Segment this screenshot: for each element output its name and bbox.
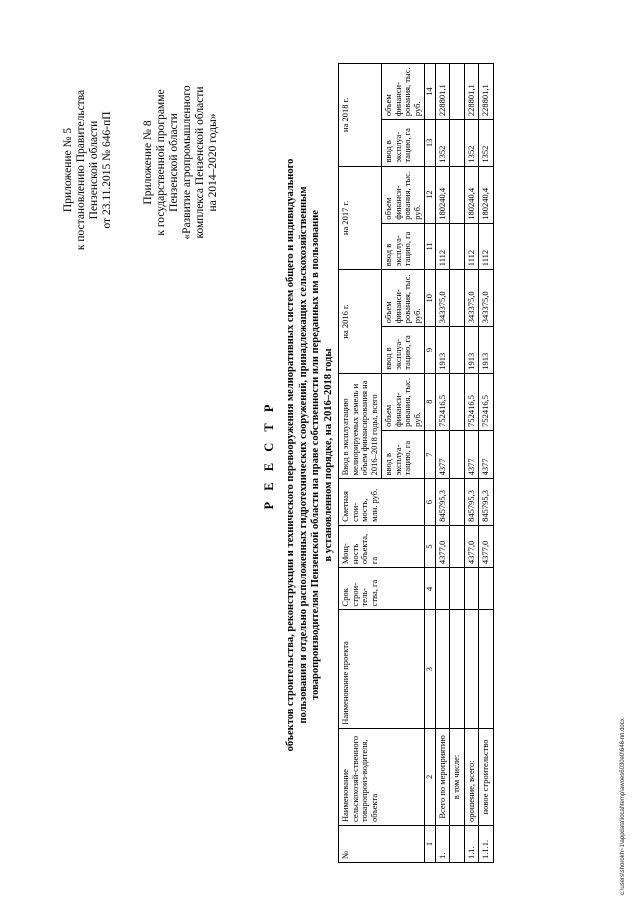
cell-value bbox=[450, 430, 465, 479]
cell-no: 1.1.1. bbox=[479, 826, 494, 863]
cell-project bbox=[479, 610, 494, 728]
cell-name: в том числе: bbox=[450, 728, 465, 825]
cell-value: 1913 bbox=[435, 327, 450, 373]
cell-value bbox=[450, 270, 465, 327]
cell-value: 1352 bbox=[435, 120, 450, 166]
cell-value: 752416,5 bbox=[479, 373, 494, 430]
cell-capacity bbox=[450, 525, 465, 567]
header-row bbox=[339, 64, 382, 863]
cell-project bbox=[450, 610, 465, 728]
cell-value bbox=[450, 223, 465, 269]
subheader-commission: ввод в эксплуа-тацию, га bbox=[382, 430, 425, 479]
cell-value: 343375,0 bbox=[479, 270, 494, 327]
column-number: 3 bbox=[425, 610, 436, 728]
cell-project bbox=[435, 610, 450, 728]
cell-value bbox=[450, 120, 465, 166]
cell-capacity: 4377,0 bbox=[435, 525, 450, 567]
cell-value: 180240,4 bbox=[435, 166, 450, 223]
annex-line: Приложение № 8 bbox=[142, 120, 154, 205]
cell-value: 752416,5 bbox=[435, 373, 450, 430]
column-number: 2 bbox=[425, 728, 436, 825]
cell-value: 180240,4 bbox=[464, 166, 479, 223]
cell-term bbox=[435, 568, 450, 610]
cell-value: 1112 bbox=[479, 223, 494, 269]
document-subtitle-line: пользования и отдельно расположенных гидротехнических сооружений, принадлежащих сельскохозяйственным bbox=[297, 186, 309, 724]
subheader-commission: ввод в эксплуа-тацию, га bbox=[382, 327, 425, 373]
cell-no: 1.1. bbox=[464, 826, 479, 863]
cell-value: 4377 bbox=[464, 430, 479, 479]
table-row bbox=[435, 64, 450, 863]
registry-table-wrap bbox=[338, 63, 494, 863]
column-number: 14 bbox=[425, 64, 436, 120]
document-title-block bbox=[262, 105, 335, 805]
annex-line: Пензенской области bbox=[88, 120, 100, 220]
cell-cost: 845795,3 bbox=[464, 479, 479, 525]
col-header-2018: на 2018 г. bbox=[339, 64, 382, 167]
col-header-no: № bbox=[339, 826, 425, 863]
document-subtitle-line: товаропроизводителям Пензенской области на праве собственности или переданных им в пользование bbox=[310, 210, 321, 700]
cell-cost bbox=[450, 479, 465, 525]
annex-line: к постановлению Правительства bbox=[75, 89, 87, 251]
cell-term bbox=[450, 568, 465, 610]
subheader-funding: объем финанси-рования, тыс. руб. bbox=[382, 270, 425, 327]
document-subtitle-line: объектов строительства, реконструкции и технического перевооружения мелиоративных систем общего и индивидуального bbox=[285, 158, 296, 752]
cell-name: орошение, всего: bbox=[464, 728, 479, 825]
cell-value: 1112 bbox=[435, 223, 450, 269]
column-number: 1 bbox=[425, 826, 436, 863]
annex-8-header bbox=[142, 75, 220, 250]
cell-value: 1913 bbox=[464, 327, 479, 373]
column-number: 12 bbox=[425, 166, 436, 223]
cell-value bbox=[450, 327, 465, 373]
cell-value: 1112 bbox=[464, 223, 479, 269]
cell-term bbox=[464, 568, 479, 610]
table-row bbox=[464, 64, 479, 863]
cell-value: 1352 bbox=[479, 120, 494, 166]
cell-value: 1913 bbox=[479, 327, 494, 373]
annex-line: на 2014–2020 годы» bbox=[207, 113, 219, 212]
col-header-producer: Наименование сельскохозяй-ственного товаропроиз-водителя, объекта bbox=[339, 728, 425, 825]
table-row bbox=[450, 64, 465, 863]
col-header-project: Наименование проекта bbox=[339, 610, 425, 728]
annex-line: к государственной программе bbox=[155, 89, 167, 236]
annex-line: от 23.11.2015 № 646-пП bbox=[101, 111, 113, 229]
cell-value: 343375,0 bbox=[464, 270, 479, 327]
cell-value: 4377 bbox=[435, 430, 450, 479]
subheader-funding: объем финанси-рования, тыс. руб. bbox=[382, 166, 425, 223]
subheader-funding: объем финанси-рования, тыс. руб. bbox=[382, 373, 425, 430]
cell-value: 1352 bbox=[464, 120, 479, 166]
cell-capacity: 4377,0 bbox=[464, 525, 479, 567]
cell-name: Всего по мероприятию bbox=[435, 728, 450, 825]
column-number: 7 bbox=[425, 430, 436, 479]
cell-value bbox=[450, 166, 465, 223]
subheader-commission: ввод в эксплуа-тацию, га bbox=[382, 120, 425, 166]
cell-value: 343375,0 bbox=[435, 270, 450, 327]
col-header-cost: Сметная стои-мость, млн. руб. bbox=[339, 479, 425, 525]
annex-line: Пензенской области bbox=[168, 113, 180, 212]
file-path-footer: c:\users\shorokh~1\appdata\local\temp\awoes6030e0\646-пп.docx bbox=[620, 718, 626, 895]
col-header-term: Срок строи-тель-ства, га bbox=[339, 568, 425, 610]
cell-no bbox=[450, 826, 465, 863]
column-number: 8 bbox=[425, 373, 436, 430]
cell-value bbox=[450, 64, 465, 120]
cell-value: 180240,4 bbox=[479, 166, 494, 223]
column-number-row bbox=[425, 64, 436, 863]
annex-line: «Развитие агропромышленного bbox=[181, 85, 193, 240]
col-header-2016: на 2016 г. bbox=[339, 270, 382, 374]
document-title: Р Е Е С Т Р bbox=[262, 400, 276, 510]
cell-value: 228801,1 bbox=[435, 64, 450, 120]
column-number: 5 bbox=[425, 525, 436, 567]
col-header-2017: на 2017 г. bbox=[339, 166, 382, 270]
column-number: 13 bbox=[425, 120, 436, 166]
annex-line: Приложение № 5 bbox=[62, 127, 74, 213]
cell-value: 228801,1 bbox=[464, 64, 479, 120]
subheader-funding: объем финанси-рования, тыс. руб. bbox=[382, 64, 425, 120]
cell-value: 228801,1 bbox=[479, 64, 494, 120]
col-header-total: Ввод в эксплуатацию мелиорируемых земель и объем финансирования на 2016–2018 годы, всего bbox=[339, 373, 382, 479]
col-header-capacity: Мощ-ность объекта, га bbox=[339, 525, 425, 567]
column-number: 11 bbox=[425, 223, 436, 269]
cell-no: 1. bbox=[435, 826, 450, 863]
table-row bbox=[479, 64, 494, 863]
column-number: 9 bbox=[425, 327, 436, 373]
column-number: 4 bbox=[425, 568, 436, 610]
cell-cost: 845795,3 bbox=[435, 479, 450, 525]
annex-5-header bbox=[62, 75, 114, 265]
cell-value bbox=[450, 373, 465, 430]
cell-cost: 845795,3 bbox=[479, 479, 494, 525]
registry-table bbox=[338, 63, 494, 863]
column-number: 6 bbox=[425, 479, 436, 525]
subheader-commission: ввод в эксплуа-тацию, га bbox=[382, 223, 425, 269]
cell-project bbox=[464, 610, 479, 728]
document-subtitle-line: в установленном порядке, на 2016–2018 годы bbox=[322, 348, 334, 562]
column-number: 10 bbox=[425, 270, 436, 327]
cell-value: 4377 bbox=[479, 430, 494, 479]
cell-name: новое строительство bbox=[479, 728, 494, 825]
cell-term bbox=[479, 568, 494, 610]
cell-value: 752416,5 bbox=[464, 373, 479, 430]
annex-line: комплекса Пензенской области bbox=[194, 86, 206, 239]
cell-capacity: 4377,0 bbox=[479, 525, 494, 567]
